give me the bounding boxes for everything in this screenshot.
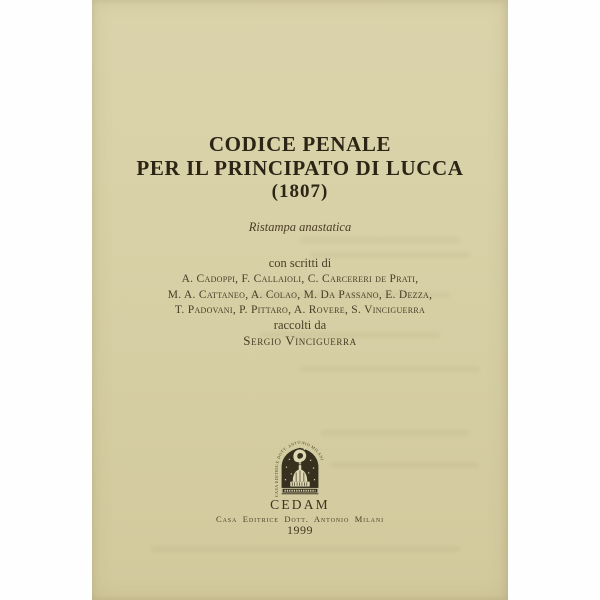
book-title-page <box>92 0 508 600</box>
contributors-intro: con scritti di <box>268 256 332 270</box>
publisher-name: CEDAM <box>270 497 330 512</box>
cedam-publisher-emblem <box>270 440 330 502</box>
publication-year: 1999 <box>287 523 313 537</box>
emblem-motto-band <box>282 488 319 493</box>
publisher-imprint-line: Casa Editrice Dott. Antonio Milani <box>216 514 384 524</box>
emblem-arc-text: CASA EDITRICE DOTT. ANTONIO MILANI <box>274 440 325 498</box>
show-through-smudge <box>300 366 480 372</box>
show-through-smudge <box>150 546 460 552</box>
contributors-list <box>92 272 508 319</box>
show-through-smudge <box>320 430 470 436</box>
editor-name: Sergio Vinciguerra <box>243 333 357 348</box>
book-title-line-2: PER IL PRINCIPATO DI LUCCA <box>136 156 464 180</box>
edition-note: Ristampa anastatica <box>248 220 352 234</box>
book-title-line-1: CODICE PENALE <box>208 132 392 156</box>
contributors-line: A. Cadoppi, F. Callaioli, C. Carcereri de Prati, <box>181 273 419 285</box>
show-through-smudge <box>330 462 480 468</box>
contributors-line: T. Padovani, P. Pittaro, A. Rovere, S. Vinciguerra <box>174 304 426 316</box>
editor-intro: raccolti da <box>273 318 327 332</box>
book-title-year: (1807) <box>271 181 329 202</box>
show-through-smudge <box>300 237 460 243</box>
contributors-line: M. A. Cattaneo, A. Colao, M. Da Passano, E. Dezza, <box>167 288 433 301</box>
